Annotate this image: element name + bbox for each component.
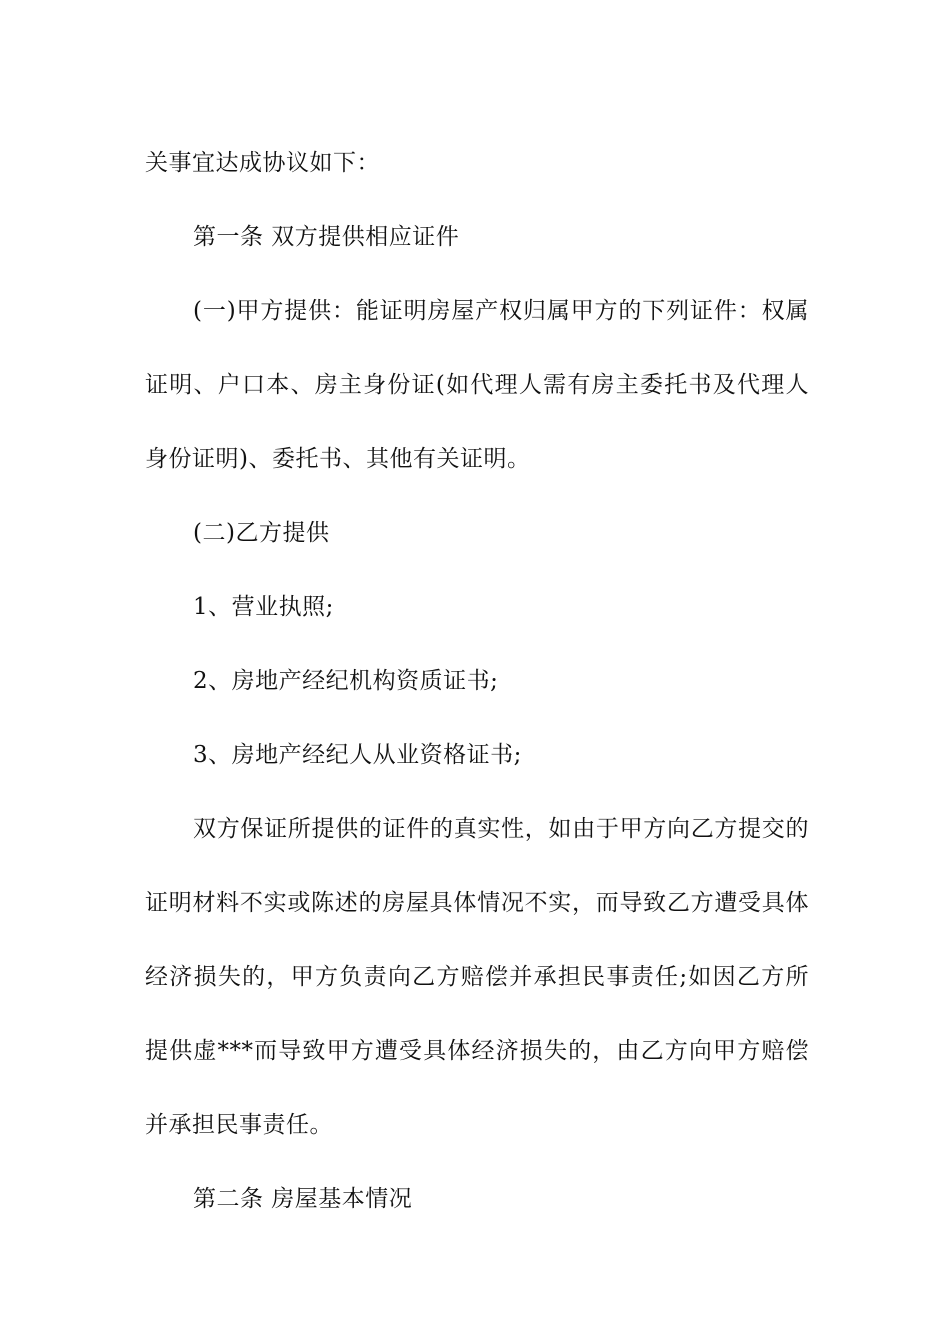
- list-item: 1、营业执照;: [193, 594, 334, 620]
- party-a-provisions: (一)甲方提供：能证明房屋产权归属甲方的下列证件：权属证明、户口本、房主身份证(如代理人需有房主委托书及代理人身份证明)、委托书、其他有关证明。: [145, 298, 809, 472]
- authenticity-clause: 双方保证所提供的证件的真实性，如由于甲方向乙方提交的证明材料不实或陈述的房屋具体情况不实，而导致乙方遭受具体经济损失的，甲方负责向乙方赔偿并承担民事责任;如因乙方所提供虚***而导致甲方遭受具体经济损失的，由乙方向甲方赔偿并承担民事责任。: [145, 816, 809, 1138]
- document-body: [145, 126, 809, 1236]
- article-2-heading: 第二条 房屋基本情况: [193, 1186, 413, 1212]
- article-1-heading: 第一条 双方提供相应证件: [193, 224, 460, 250]
- list-item: 2、房地产经纪机构资质证书;: [193, 668, 499, 694]
- intro-paragraph: 关事宜达成协议如下：: [145, 150, 380, 176]
- list-item: 3、房地产经纪人从业资格证书;: [193, 742, 522, 768]
- party-b-heading: (二)乙方提供: [193, 520, 330, 546]
